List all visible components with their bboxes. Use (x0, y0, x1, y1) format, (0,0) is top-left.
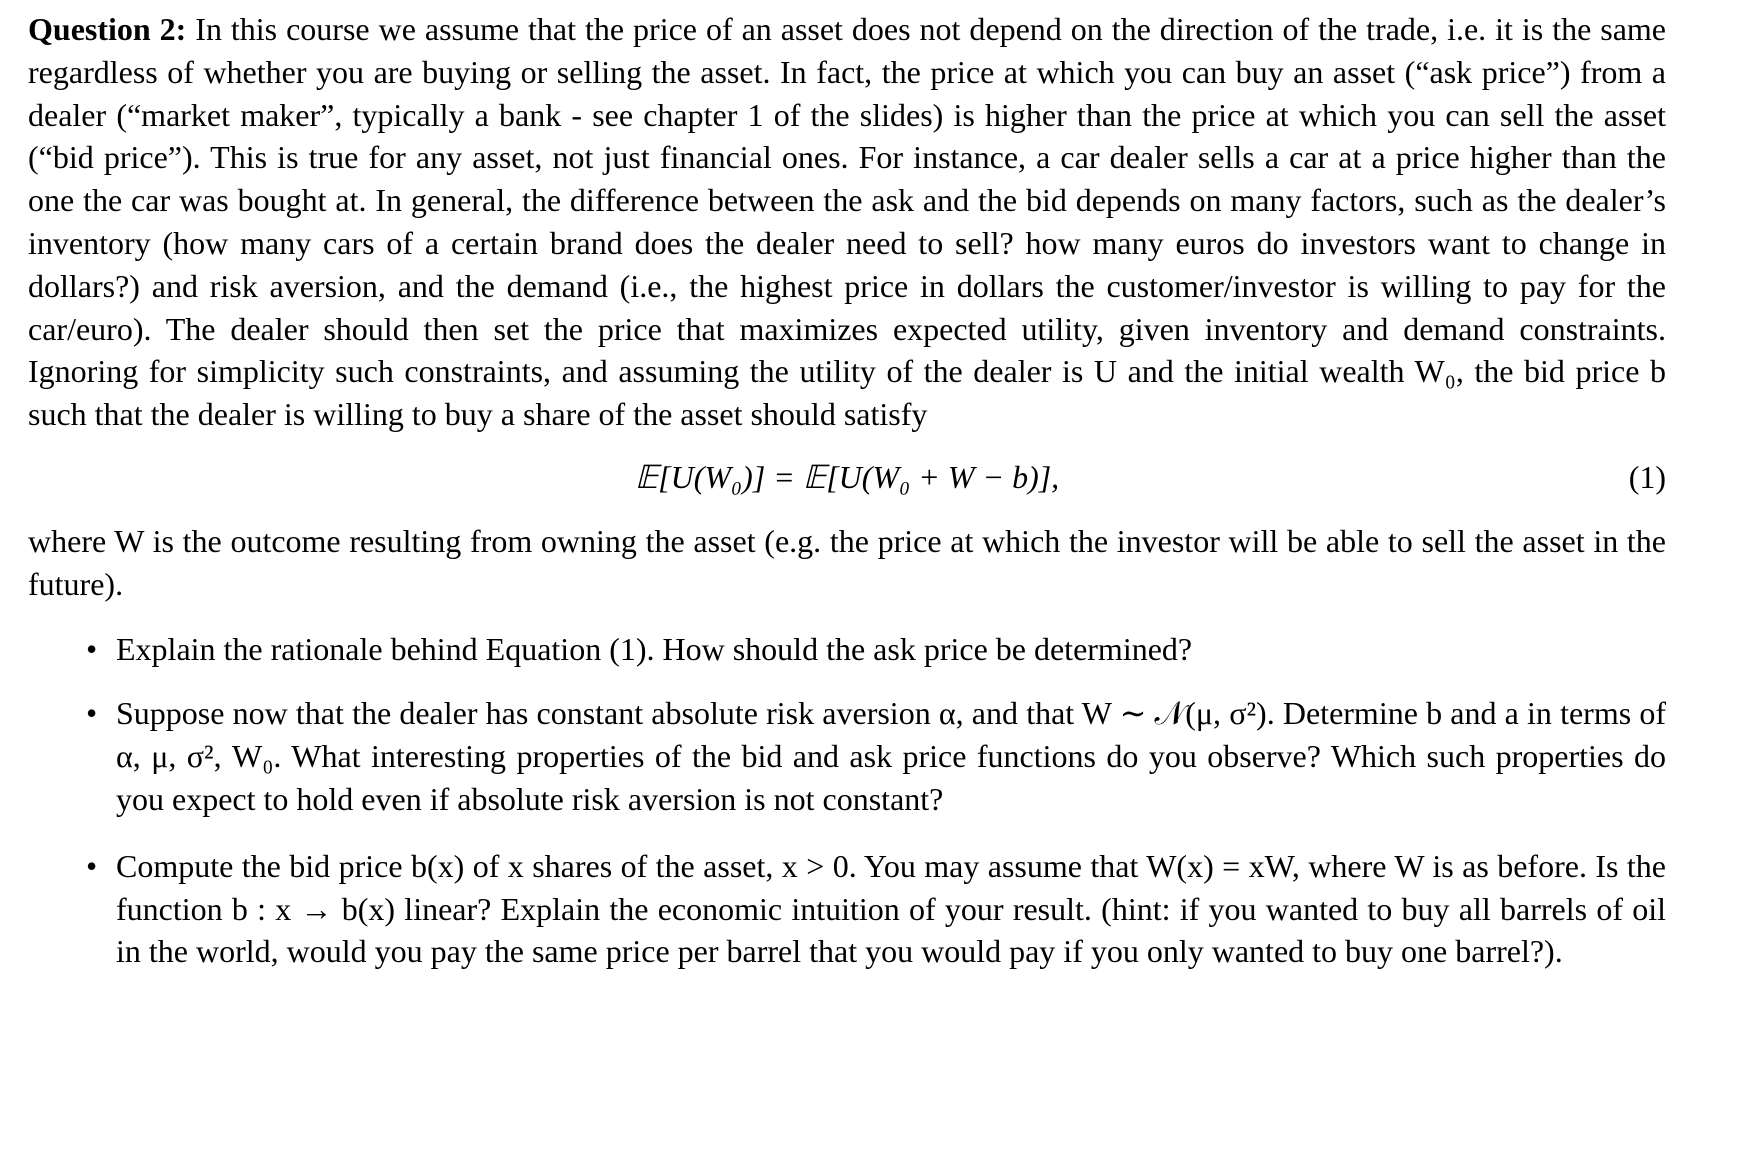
after-equation-paragraph: where W is the outcome resulting from owning the asset (e.g. the price at which the investor will be able to sell the asset in the future). (28, 522, 1666, 602)
question-body: In this course we assume that the price of an asset does not depend on the direction of the trade, i.e. it is the same regardless of whether you are buying or selling the asset. In fact, the price at which you can buy an asset (“ask price”) from a dealer (“market maker”, typically a bank - see chapter 1 of the slides) is higher than the price at which you can sell the asset (“bid price”). This is true for any asset, not just financial ones. For instance, a car dealer sells a car at a price higher than the one the car was bought at. In general, the difference between the ask and the bid depends on many factors, such as the dealer’s inventory (how many cars of a certain brand does the dealer need to sell? how many euros do investors want to change in dollars?) and risk aversion, and the demand (i.e., the highest price in dollars the customer/investor is willing to pay for the car/euro). The dealer should then set the price that maximizes expected utility, given inventory and demand constraints. Ignoring for simplicity such constraints, and assuming the utility of the dealer is U and the initial wealth W₀, the bid price b such that the dealer is willing to buy a share of the asset should satisfy (28, 11, 1667, 433)
equation-1: 𝔼[U(W₀)] = 𝔼[U(W₀ + W − b)], (634, 458, 1060, 495)
question-parts-list (28, 628, 1666, 974)
list-item-text: Explain the rationale behind Equation (1). How should the ask price be determined? (116, 630, 1193, 667)
document-page (28, 8, 1666, 973)
bullet-icon: • (86, 847, 98, 884)
list-item (28, 628, 1666, 671)
list-item-text: Compute the bid price b(x) of x shares of the asset, x > 0. You may assume that W(x) = xW, where W is as before. Is the function b : x → b(x) linear? Explain the economic intuition of your result. (hint: if you wanted to buy all barrels of oil in the world, would you pay the same price per barrel that you would pay if you only wanted to buy one barrel?). (116, 847, 1666, 970)
question-label: Question 2: (28, 11, 187, 47)
list-item (28, 845, 1666, 973)
list-item (28, 692, 1666, 820)
bullet-icon: • (86, 695, 98, 732)
bullet-icon: • (86, 630, 98, 667)
list-item-text: Suppose now that the dealer has constant absolute risk aversion α, and that W ∼ 𝒩(μ, σ²). Determine b and a in terms of α, μ, σ², W₀. What interesting properties of the bid and ask price functions do you observe? Which such properties do you expect to hold even if absolute risk aversion is not constant? (116, 695, 1666, 817)
question-paragraph (28, 8, 1666, 436)
equation-block (28, 456, 1666, 500)
equation-number: (1) (1628, 458, 1666, 495)
